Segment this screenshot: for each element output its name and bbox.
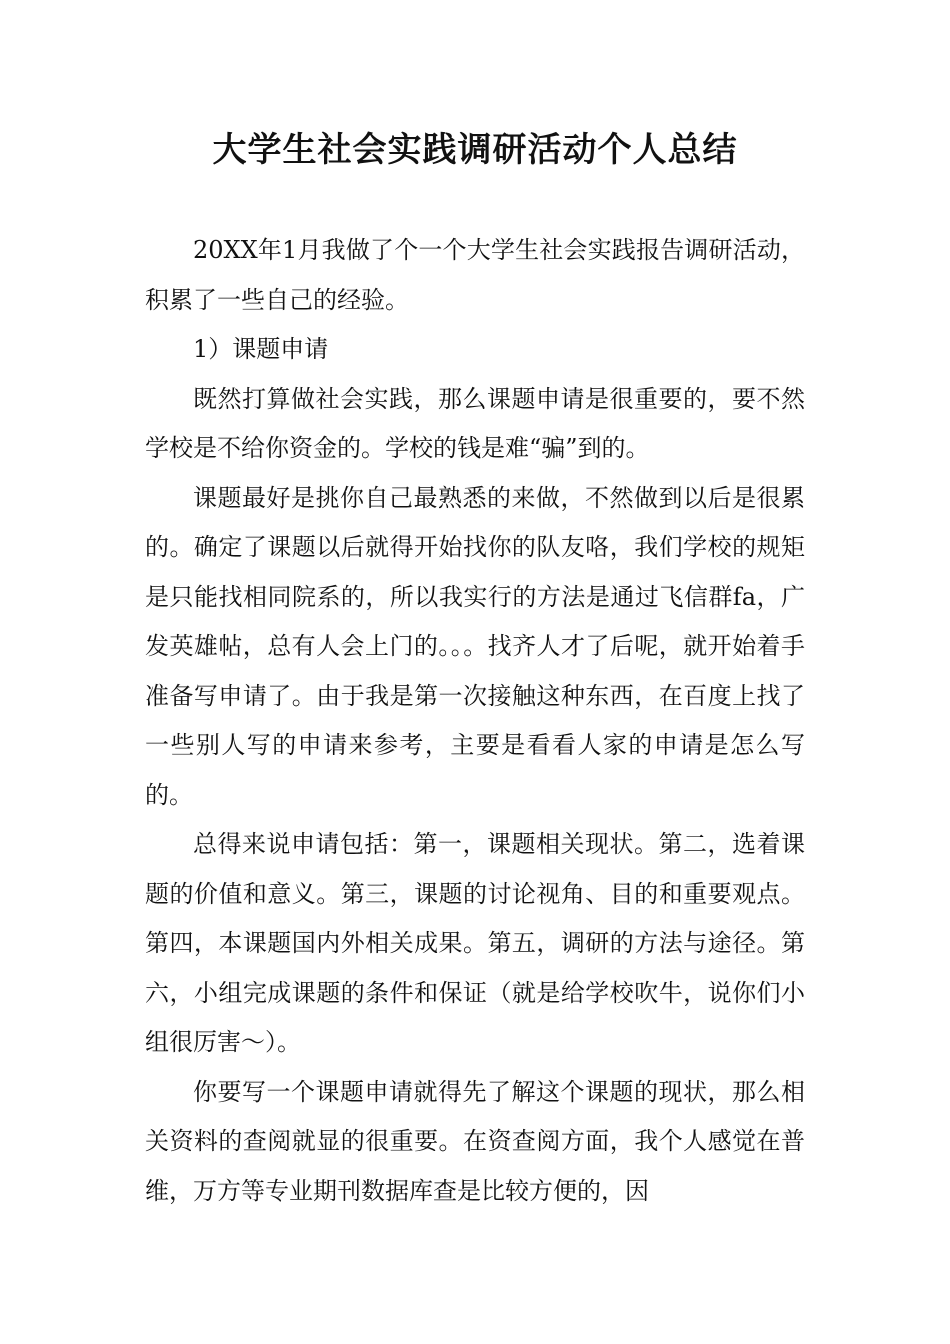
document-title: 大学生社会实践调研活动个人总结 xyxy=(212,130,738,170)
paragraph-intro: 20XX年1月我做了个一个大学生社会实践报告调研活动，积累了一些自己的经验。 xyxy=(145,236,805,314)
document-body xyxy=(145,226,805,1216)
section-heading-topic-application: 1）课题申请 xyxy=(193,335,329,363)
paragraph-choose-topic-team: 课题最好是挑你自己最熟悉的来做，不然做到以后是很累的。确定了课题以后就得开始找你的队友咯，我们学校的规矩是只能找相同院系的，所以我实行的方法是通过飞信群fa，广发英雄帖，总有人会上门的。。。找齐人才了后呢，就开始着手准备写申请了。由于我是第一次接触这种东西，在百度上找了一些别人写的申请来参考，主要是看看人家的申请是怎么写的。 xyxy=(145,483,805,809)
paragraph-research-materials: 你要写一个课题申请就得先了解这个课题的现状，那么相关资料的查阅就显的很重要。在资查阅方面，我个人感觉在普维，万方等专业期刊数据库查是比较方便的，因 xyxy=(145,1077,805,1205)
paragraph-application-contents: 总得来说申请包括：第一，课题相关现状。第二，选着课题的价值和意义。第三，课题的讨论视角、目的和重要观点。第四，本课题国内外相关成果。第五，调研的方法与途径。第六，小组完成课题的条件和保证（就是给学校吹牛，说你们小组很厉害～）。 xyxy=(145,830,805,1056)
paragraph-application-importance: 既然打算做社会实践，那么课题申请是很重要的，要不然学校是不给你资金的。学校的钱是难“骗”到的。 xyxy=(145,384,805,462)
